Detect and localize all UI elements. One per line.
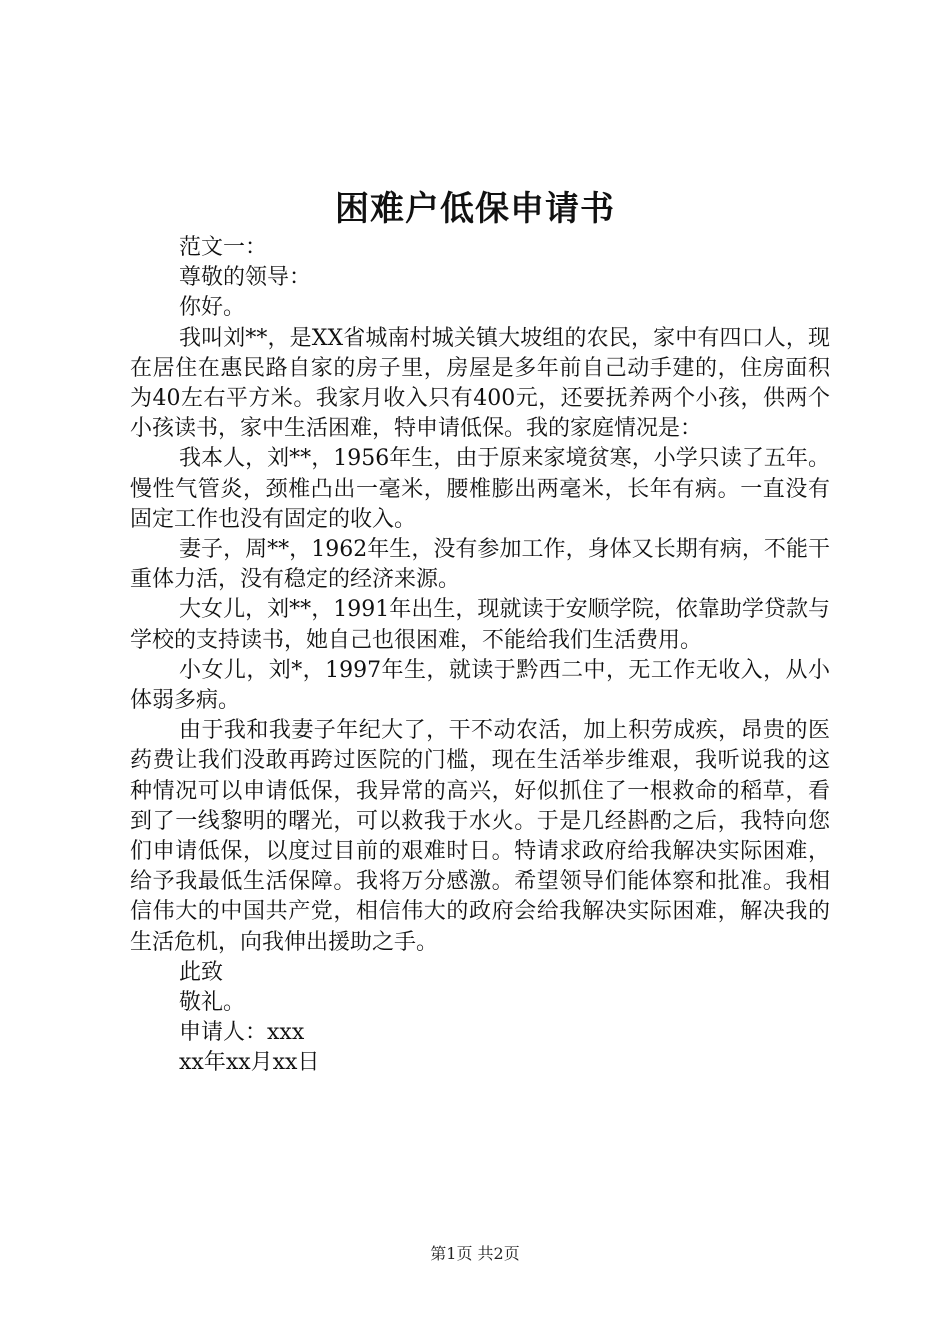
paragraph-self: 我本人，刘**，1956年生，由于原来家境贫寒，小学只读了五年。慢性气管炎，颈椎凸出一毫米，腰椎膨出两毫米，长年有病。一直没有固定工作也没有固定的收入。 xyxy=(130,446,830,532)
paragraph-wife: 妻子，周**，1962年生，没有参加工作，身体又长期有病，不能干重体力活，没有稳定的经济来源。 xyxy=(130,537,830,593)
document-title: 困难户低保申请书 xyxy=(335,189,615,229)
greeting: 你好。 xyxy=(179,295,246,321)
salutation: 尊敬的领导： xyxy=(179,265,312,291)
page-footer: 第1页 共2页 xyxy=(430,1244,520,1263)
paragraph-elder-daughter: 大女儿，刘**，1991年出生，现就读于安顺学院，依靠助学贷款与学校的支持读书，她自己也很困难，不能给我们生活费用。 xyxy=(130,597,830,653)
paragraph-request: 由于我和我妻子年纪大了，干不动农活，加上积劳成疾，昂贵的医药费让我们没敢再跨过医院的门槛，现在生活举步维艰，我听说我的这种情况可以申请低保，我异常的高兴，好似抓住了一根救命的稻草，看到了一线黎明的曙光，可以救我于水火。于是几经斟酌之后，我特向您们申请低保，以度过目前的艰难时日。特请求政府给我解决实际困难，给予我最低生活保障。我将万分感激。希望领导们能体察和批准。我相信伟大的中国共产党，相信伟大的政府会给我解决实际困难，解决我的生活危机，向我伸出援助之手。 xyxy=(130,718,830,955)
date-line: xx年xx月xx日 xyxy=(179,1050,320,1076)
applicant-signature: 申请人：xxx xyxy=(179,1020,305,1046)
closing-line-1: 此致 xyxy=(179,959,224,985)
paragraph-younger-daughter: 小女儿，刘*，1997年生，就读于黔西二中，无工作无收入，从小体弱多病。 xyxy=(130,657,830,714)
closing-line-2: 敬礼。 xyxy=(179,990,246,1016)
sample-label: 范文一： xyxy=(179,235,268,260)
paragraph-intro: 我叫刘**，是XX省城南村城关镇大坡组的农民，家中有四口人，现在居住在惠民路自家的房子里，房屋是多年前自己动手建的，住房面积为40左右平方米。我家月收入只有400元，还要抚养两个小孩，供两个小孩读书，家中生活困难，特申请低保。我的家庭情况是： xyxy=(130,325,830,442)
document-body xyxy=(130,233,830,1079)
